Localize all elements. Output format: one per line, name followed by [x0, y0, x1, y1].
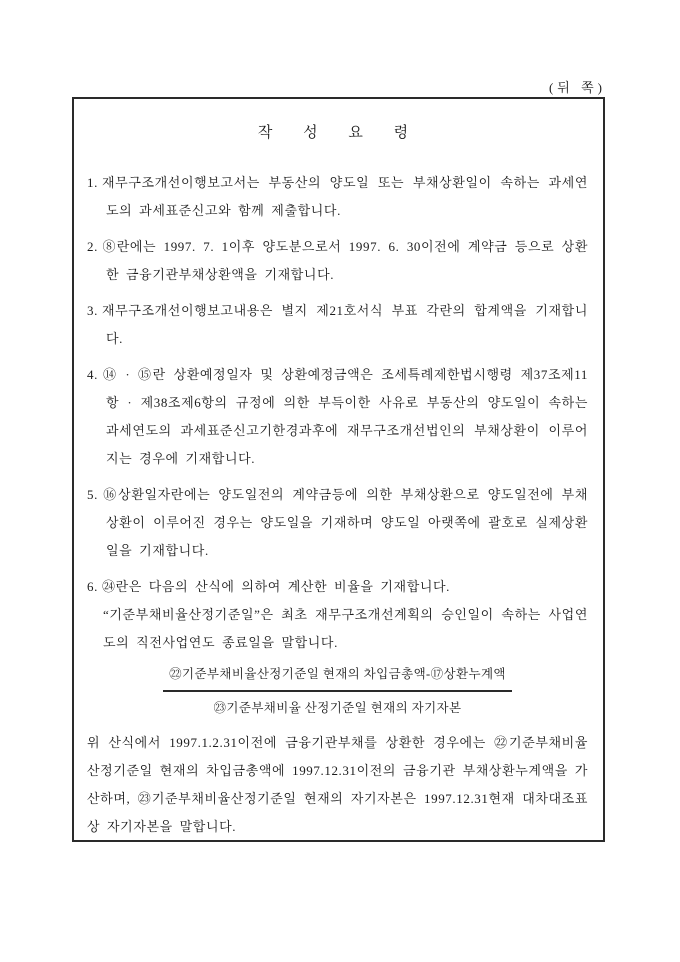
- item-text: ⑯상환일자란에는 양도일전의 계약금등에 의한 부채상환으로 양도일전에 부채상환이 이루어진 경우는 양도일을 기재하며 양도일 아랫쪽에 괄호로 실제상환일을 기재합니다.: [102, 487, 588, 558]
- instructions-border-box: [72, 97, 605, 842]
- formula-denominator: ㉓기준부채비율 산정기준일 현재의 자기자본: [213, 701, 462, 715]
- item-number: 5.: [87, 487, 98, 502]
- item-text: ⑭ · ⑮란 상환예정일자 및 상환예정금액은 조세특례제한법시행령 제37조제11항 · 제38조제6항의 규정에 의한 부득이한 사유로 부동산의 양도일이 속하는 과세연도의 과세표준신고기한경과후에 재무구조개선법인의 부채상환이 이루어지는 경우에 기재합니다.: [102, 367, 588, 466]
- item-number: 1.: [87, 175, 98, 190]
- formula-numerator: ㉒기준부채비율산정기준일 현재의 차입금총액-⑰상환누계액: [163, 661, 512, 692]
- instruction-item-3: [87, 297, 588, 353]
- item-text: ⑧란에는 1997. 7. 1이후 양도분으로서 1997. 6. 30이전에 계약금 등으로 상환한 금융기관부채상환액을 기재합니다.: [102, 239, 588, 282]
- item-number: 2.: [87, 239, 98, 254]
- page-title: 작 성 요 령: [257, 125, 418, 141]
- item-number: 3.: [87, 303, 98, 318]
- item-text: 재무구조개선이행보고서는 부동산의 양도일 또는 부채상환일이 속하는 과세연도의 과세표준신고와 함께 제출합니다.: [102, 175, 588, 218]
- item-text: 재무구조개선이행보고내용은 별지 제21호서식 부표 각란의 합계액을 기재합니다.: [102, 303, 588, 346]
- item-6-definition-note: “기준부채비율산정기준일”은 최초 재무구조개선계획의 승인일이 속하는 사업연도의 직전사업연도 종료일을 말합니다.: [103, 607, 588, 650]
- item-number: 6.: [87, 579, 98, 594]
- instruction-item-4: [87, 361, 588, 473]
- instruction-item-2: [87, 233, 588, 289]
- debt-ratio-formula: [163, 661, 512, 721]
- formula-explanation: 위 산식에서 1997.1.2.31이전에 금융기관부채를 상환한 경우에는 ㉒기준부채비율산정기준일 현재의 차입금총액에 1997.12.31이전의 금융기관 부채상환누계액을 가산하며, ㉓기준부채비율산정기준일 현재의 자기자본은 1997.12.31현재 대차대조표상 자기자본을 말합니다.: [87, 735, 588, 834]
- item-text: ㉔란은 다음의 산식에 의하여 계산한 비율을 기재합니다.: [102, 579, 451, 594]
- instruction-item-5: [87, 481, 588, 565]
- instruction-item-6: [87, 573, 588, 601]
- instruction-item-1: [87, 169, 588, 225]
- back-side-label: (뒤 쪽): [548, 80, 606, 95]
- item-number: 4.: [87, 367, 98, 382]
